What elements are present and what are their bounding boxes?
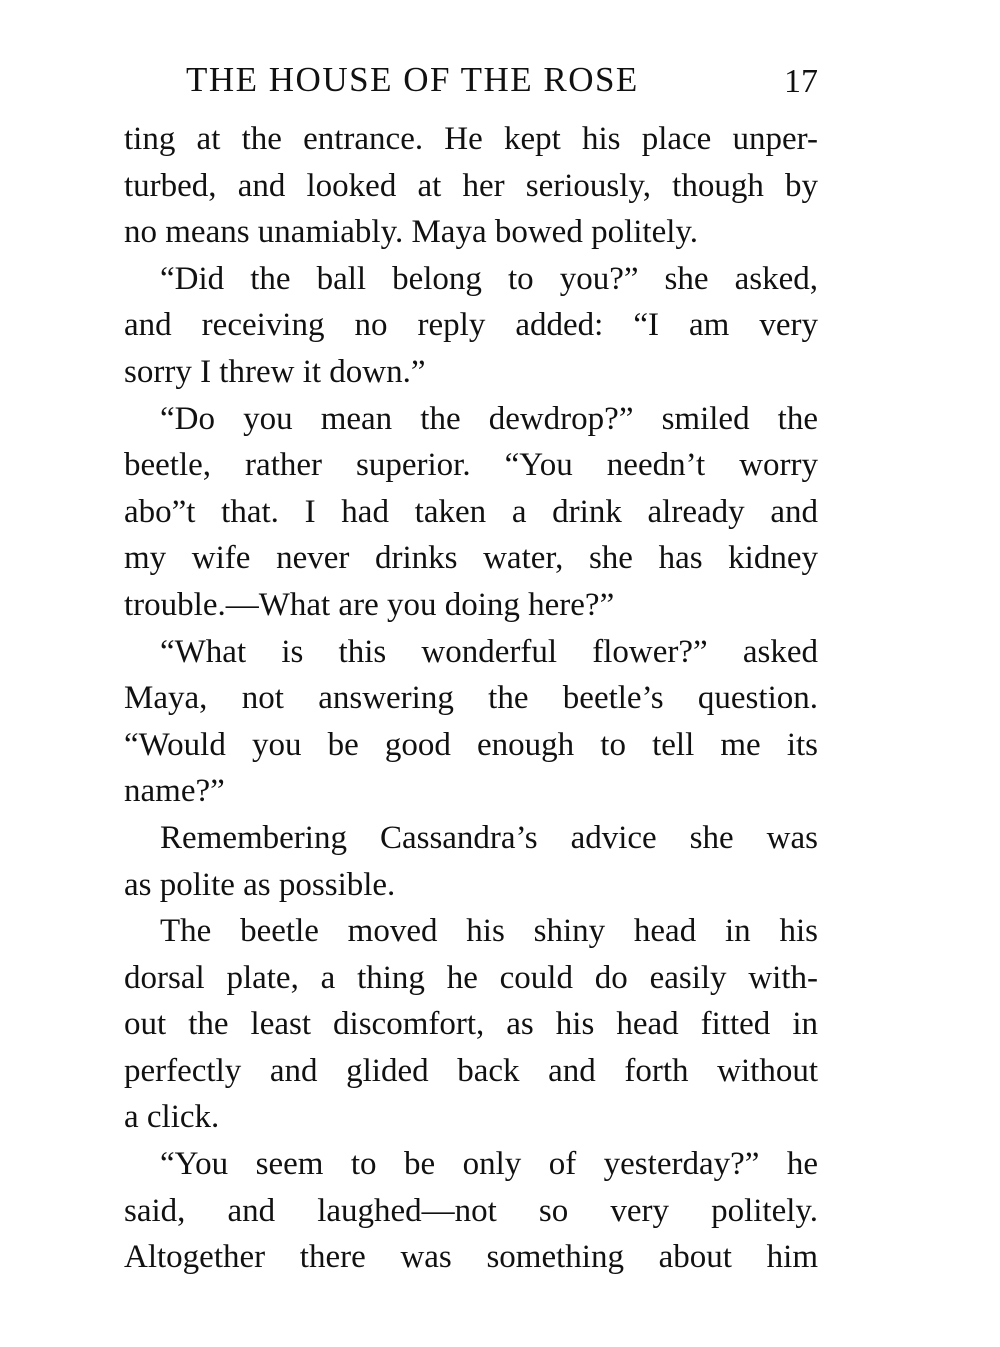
body-text	[124, 116, 818, 1281]
text-line: beetle, rather superior. “You needn’t worry	[124, 447, 818, 484]
text-line: Altogether there was something about him	[124, 1239, 818, 1276]
text-line: ting at the entrance. He kept his place unper-	[124, 121, 818, 157]
text-line: a click.	[124, 1099, 220, 1136]
text-line: “Do you mean the dewdrop?” smiled the	[160, 400, 818, 437]
page-number: 17	[784, 63, 818, 100]
text-line: dorsal plate, a thing he could do easily with-	[124, 959, 818, 996]
text-line: out the least discomfort, as his head fitted in	[124, 1006, 818, 1043]
running-title: THE HOUSE OF THE ROSE	[186, 60, 639, 99]
text-line: sorry I threw it down.”	[124, 353, 426, 390]
text-line: turbed, and looked at her seriously, though by	[124, 167, 818, 204]
text-line: Remembering Cassandra’s advice she was	[160, 819, 818, 856]
text-line: The beetle moved his shiny head in his	[160, 913, 818, 950]
text-line: said, and laughed—not so very politely.	[124, 1192, 818, 1229]
text-line: perfectly and glided back and forth without	[124, 1052, 818, 1089]
text-line: name?”	[124, 773, 225, 810]
text-line: Maya, not answering the beetle’s question.	[124, 680, 818, 717]
text-line: no means unamiably. Maya bowed politely.	[124, 214, 699, 251]
text-line: “You seem to be only of yesterday?” he	[160, 1146, 818, 1183]
text-line: as polite as possible.	[124, 866, 396, 903]
text-line: trouble.—What are you doing here?”	[124, 586, 615, 623]
text-line: “What is this wonderful flower?” asked	[160, 633, 818, 670]
text-line: and receiving no reply added: “I am very	[124, 307, 818, 344]
running-head	[186, 58, 822, 102]
text-line: “Did the ball belong to you?” she asked,	[160, 260, 818, 297]
text-line: my wife never drinks water, she has kidney	[124, 540, 818, 577]
text-line: “Would you be good enough to tell me its	[124, 726, 818, 763]
text-line: abo”t that. I had taken a drink already and	[124, 493, 818, 530]
